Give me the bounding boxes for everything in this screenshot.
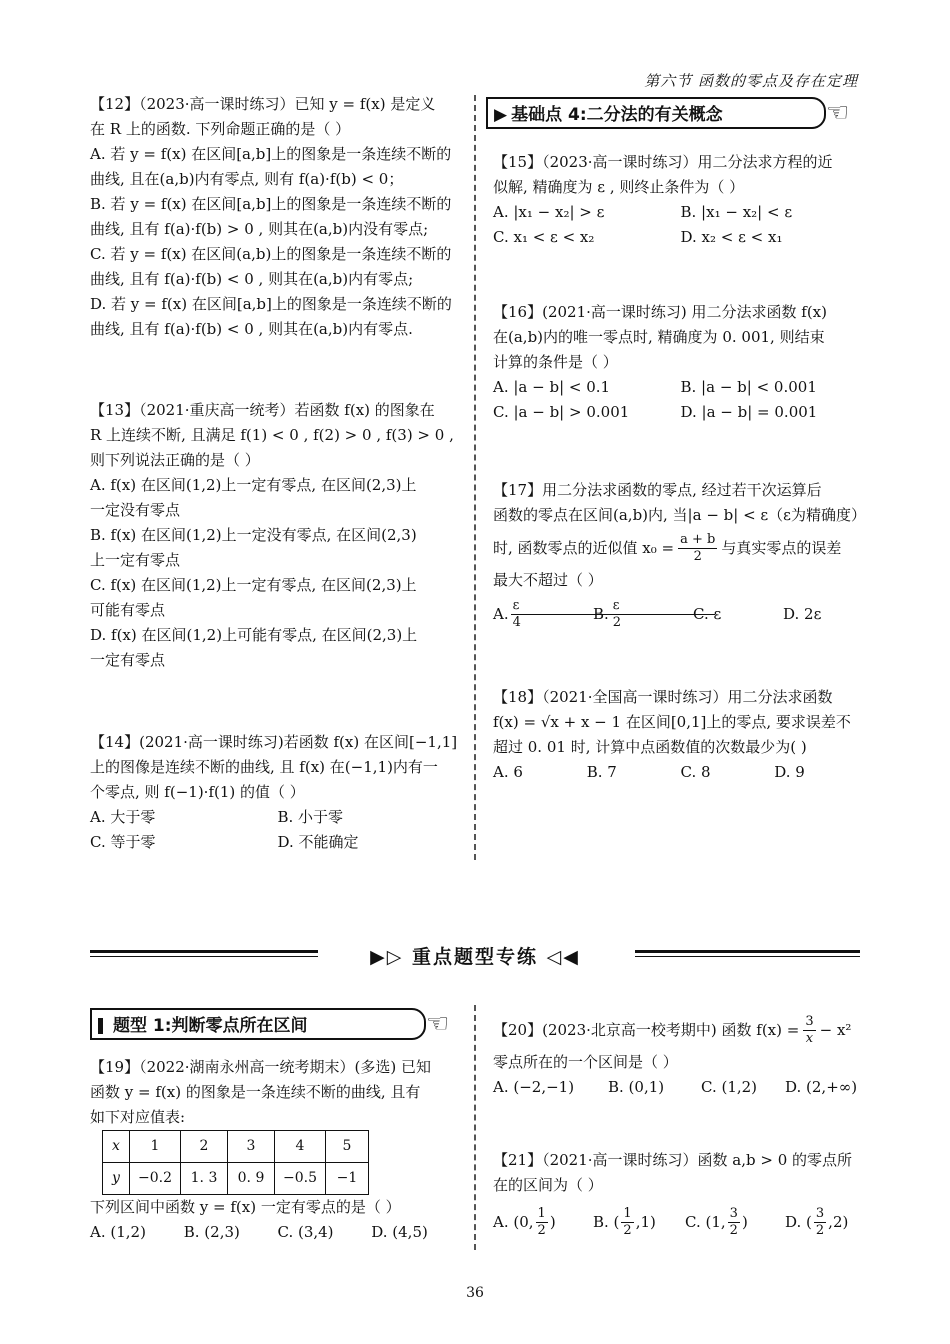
q13-option-a: A. f(x) 在区间(1,2)上一定有零点, 在区间(2,3)上 [90,476,417,494]
q12-option-c-cont: 曲线, 且有 f(a)·f(b) < 0 , 则其在(a,b)内有零点; [90,270,414,288]
q18-stem-3: 超过 0. 01 时, 计算中点函数值的次数最少为( ) [493,738,807,756]
play-triangle-icon: ▶ [494,105,508,125]
q17-option-b [593,598,693,631]
q14-stem-2: 上的图像是连续不断的曲线, 且 f(x) 在(−1,1)内有一 [90,758,438,776]
q17-stem-2: 函数的零点在区间(a,b)内, 当|a − b| < ε（ε为精确度） [493,506,866,524]
banner-right-rule [635,950,860,957]
q20-option-b: B. (0,1) [608,1078,665,1096]
topic-title-type-1: 题型 1:判断零点所在区间 [113,1016,308,1036]
q17-option-a-num: ε [511,598,615,615]
table-cell: −1 [326,1163,369,1195]
column-divider-bottom [474,1005,476,1250]
q15-stem-1: 【15】（2023·高一课时练习）用二分法求方程的近 [493,153,833,171]
q18-option-a: A. 6 [493,763,523,781]
q17-frac-den: 2 [693,548,702,564]
question-18 [493,685,868,785]
q21-option-c [685,1206,785,1239]
topic-box-type-1 [90,1008,426,1040]
q13-stem-2: R 上连续不断, 且满足 f(1) < 0 , f(2) > 0 , f(3) > 0 , [90,426,454,444]
q12-option-c: C. 若 y = f(x) 在区间(a,b)上的图象是一条连续不断的 [90,245,452,263]
q17-stem-3 [493,528,873,568]
table-cell: 2 [181,1131,228,1163]
q17-stem-3a: 时, 函数零点的近似值 x₀ = [493,538,675,557]
q19-option-a: A. (1,2) [90,1223,146,1241]
q16-stem-2: 在(a,b)内的唯一零点时, 精确度为 0. 001, 则结束 [493,328,825,346]
q16-option-c: C. |a − b| > 0.001 [493,403,630,421]
q15-stem-2: 似解, 精确度为 ε , 则终止条件为（ ） [493,178,745,196]
q21-option-c-pre: C. (1, [685,1212,726,1231]
q17-options-row [493,593,873,635]
q19-option-d: D. (4,5) [371,1223,428,1241]
question-20 [493,1010,873,1100]
q15-option-c: C. x₁ < ε < x₂ [493,228,595,246]
q13-stem-3: 则下列说法正确的是（ ） [90,451,260,469]
q14-option-b: B. 小于零 [277,808,344,826]
section-banner [90,940,860,974]
question-12 [90,92,465,342]
q21-option-c-num: 3 [729,1205,738,1221]
q21-option-c-post: ) [741,1212,748,1231]
q20-frac-num: 3 [805,1013,814,1029]
q17-option-b-num: ε [611,598,715,615]
topic-bar-icon [98,1018,103,1034]
q19-option-b: B. (2,3) [183,1223,240,1241]
q21-option-d [785,1206,848,1239]
q21-option-d-post: ,2) [828,1212,849,1231]
q18-stem-2: f(x) = √x + x − 1 在区间[0,1]上的零点, 要求误差不 [493,713,851,731]
table-cell: 3 [228,1131,275,1163]
table-cell: −0.5 [275,1163,326,1195]
q21-stem-2: 在的区间为（ ） [493,1176,603,1194]
q21-option-c-den: 2 [729,1222,738,1238]
page-header: 第六节 函数的零点及存在定理 [644,72,858,90]
q21-option-b-post: ,1) [635,1212,656,1231]
question-19 [90,1055,465,1245]
q15-option-d: D. x₂ < ε < x₁ [680,228,783,246]
q21-option-a-num: 1 [537,1205,546,1221]
q20-stem-2: 零点所在的一个区间是（ ） [493,1053,678,1071]
q16-option-b: B. |a − b| < 0.001 [680,378,817,396]
q17-option-a-den: 4 [512,614,521,630]
q13-option-a-cont: 一定没有零点 [90,501,181,519]
topic-box-basic-point-4 [486,97,826,129]
q12-option-b-cont: 曲线, 且有 f(a)·f(b) > 0 , 则其在(a,b)内没有零点; [90,220,429,238]
page-number: 36 [466,1285,484,1301]
question-13 [90,398,465,673]
q19-option-c: C. (3,4) [277,1223,334,1241]
q21-option-c-fraction [728,1206,740,1239]
q12-option-d: D. 若 y = f(x) 在区间[a,b]上的图象是一条连续不断的 [90,295,452,313]
q20-frac-den: x [805,1030,814,1046]
q21-option-d-pre: D. ( [785,1212,812,1231]
q17-option-b-den: 2 [612,614,622,630]
banner-left-rule [90,950,318,957]
q20-fraction [803,1014,815,1047]
q13-option-b: B. f(x) 在区间(1,2)上一定没有零点, 在区间(2,3) [90,526,417,544]
q15-options-row-1 [493,200,868,225]
q18-option-c: C. 8 [680,763,711,781]
q17-stem-1: 【17】用二分法求函数的零点, 经过若干次运算后 [493,481,822,499]
question-21 [493,1148,873,1246]
banner-title: ▶▷ 重点题型专练 ◁◀ [370,946,580,968]
q21-stem-1: 【21】（2021·高一课时练习）函数 a,b > 0 的零点所 [493,1151,853,1169]
q16-options-row-1 [493,375,868,400]
q14-option-d: D. 不能确定 [277,833,359,851]
q13-option-b-cont: 上一定有零点 [90,551,181,569]
q18-options-row [493,760,868,785]
q15-option-b: B. |x₁ − x₂| < ε [680,203,793,221]
q13-option-c-cont: 可能有零点 [90,601,166,619]
q21-option-d-num: 3 [815,1205,825,1221]
q20-options-row [493,1075,873,1100]
q19-stem-4: 下列区间中函数 y = f(x) 一定有零点的是（ ） [90,1198,401,1216]
q14-options-row-1 [90,805,465,830]
question-14 [90,730,465,855]
q12-option-a: A. 若 y = f(x) 在区间[a,b]上的图象是一条连续不断的 [90,145,452,163]
q15-option-a: A. |x₁ − x₂| > ε [493,203,605,221]
q20-option-d: D. (2,+∞) [785,1078,858,1096]
q17-stem-4: 最大不超过（ ） [493,571,603,589]
q16-stem-1: 【16】(2021·高一课时练习) 用二分法求函数 f(x) [493,303,827,321]
q20-option-a: A. (−2,−1) [493,1078,575,1096]
q12-option-b: B. 若 y = f(x) 在区间[a,b]上的图象是一条连续不断的 [90,195,452,213]
q17-option-a-label: A. [493,604,509,623]
q15-options-row-2 [493,225,868,250]
table-cell: 0. 9 [228,1163,275,1195]
q21-option-a-fraction [536,1206,548,1239]
q21-option-a-pre: A. (0, [493,1212,534,1231]
q21-option-b-pre: B. ( [593,1212,620,1231]
q18-stem-1: 【18】（2021·全国高一课时练习）用二分法求函数 [493,688,833,706]
q14-stem-3: 个零点, 则 f(−1)·f(1) 的值（ ） [90,783,305,801]
q21-option-b-num: 1 [623,1205,632,1221]
table-cell: 5 [326,1131,369,1163]
q14-option-c: C. 等于零 [90,833,156,851]
left-top-column [90,92,465,342]
q17-option-a [493,598,593,631]
q21-options-row [493,1198,873,1246]
topic-title: 基础点 4:二分法的有关概念 [511,105,723,125]
q18-option-b: B. 7 [586,763,617,781]
table-row-x [103,1131,369,1163]
q20-stem-1a: 【20】(2023·北京高一校考期中) 函数 f(x) = [493,1020,800,1039]
pointing-hand-icon: ☜ [426,1009,450,1039]
q13-option-d: D. f(x) 在区间(1,2)上可能有零点, 在区间(2,3)上 [90,626,418,644]
q21-option-a-post: ) [549,1212,556,1231]
table-row-y [103,1163,369,1195]
q20-stem-1 [493,1010,873,1050]
q12-stem-1: 【12】（2023·高一课时练习）已知 y = f(x) 是定义 [90,95,436,113]
q19-options-row [90,1220,465,1245]
q19-stem-1: 【19】（2022·湖南永州高一统考期末）(多选) 已知 [90,1058,432,1076]
q20-option-c: C. (1,2) [701,1078,758,1096]
q21-option-b [593,1206,685,1239]
q19-value-table [102,1130,369,1195]
q21-option-d-den: 2 [815,1222,825,1238]
q19-stem-3: 如下对应值表: [90,1108,186,1126]
table-cell: x [103,1131,130,1163]
question-17 [493,478,873,635]
table-cell: 1. 3 [181,1163,228,1195]
q20-stem-1b: − x² [819,1020,852,1039]
q17-option-d: D. 2ε [783,604,822,623]
table-cell: −0.2 [130,1163,181,1195]
q12-option-d-cont: 曲线, 且有 f(a)·f(b) < 0 , 则其在(a,b)内有零点. [90,320,413,338]
q18-option-d: D. 9 [774,763,805,781]
q12-stem-2: 在 R 上的函数. 下列命题正确的是（ ） [90,120,351,138]
q17-option-b-label: B. [593,604,609,623]
q17-option-c: C. ε [693,604,722,623]
q16-options-row-2 [493,400,868,425]
table-cell: y [103,1163,130,1195]
q16-option-d: D. |a − b| = 0.001 [680,403,818,421]
table-cell: 1 [130,1131,181,1163]
q14-stem-1: 【14】(2021·高一课时练习)若函数 f(x) 在区间[−1,1] [90,733,458,751]
question-15 [493,150,868,250]
q16-option-a: A. |a − b| < 0.1 [493,378,611,396]
q21-option-d-fraction [814,1206,826,1239]
q14-option-a: A. 大于零 [90,808,156,826]
q17-stem-3b: 与真实零点的误差 [721,538,842,557]
q13-option-d-cont: 一定有零点 [90,651,166,669]
q17-fraction [678,532,717,565]
q14-options-row-2 [90,830,465,855]
question-16 [493,300,868,425]
q21-option-a [493,1206,593,1239]
q12-option-a-cont: 曲线, 且在(a,b)内有零点, 则有 f(a)·f(b) < 0； [90,170,404,188]
q13-option-c: C. f(x) 在区间(1,2)上一定有零点, 在区间(2,3)上 [90,576,417,594]
q17-frac-num: a + b [680,531,716,547]
q21-option-b-fraction [621,1206,633,1239]
q16-stem-3: 计算的条件是（ ） [493,353,618,371]
q13-stem-1: 【13】（2021·重庆高一统考）若函数 f(x) 的图象在 [90,401,435,419]
column-divider-top [474,95,476,860]
q21-option-b-den: 2 [623,1222,632,1238]
pointing-hand-icon: ☜ [826,98,850,128]
q19-stem-2: 函数 y = f(x) 的图象是一条连续不断的曲线, 且有 [90,1083,421,1101]
q21-option-a-den: 2 [537,1222,546,1238]
table-cell: 4 [275,1131,326,1163]
